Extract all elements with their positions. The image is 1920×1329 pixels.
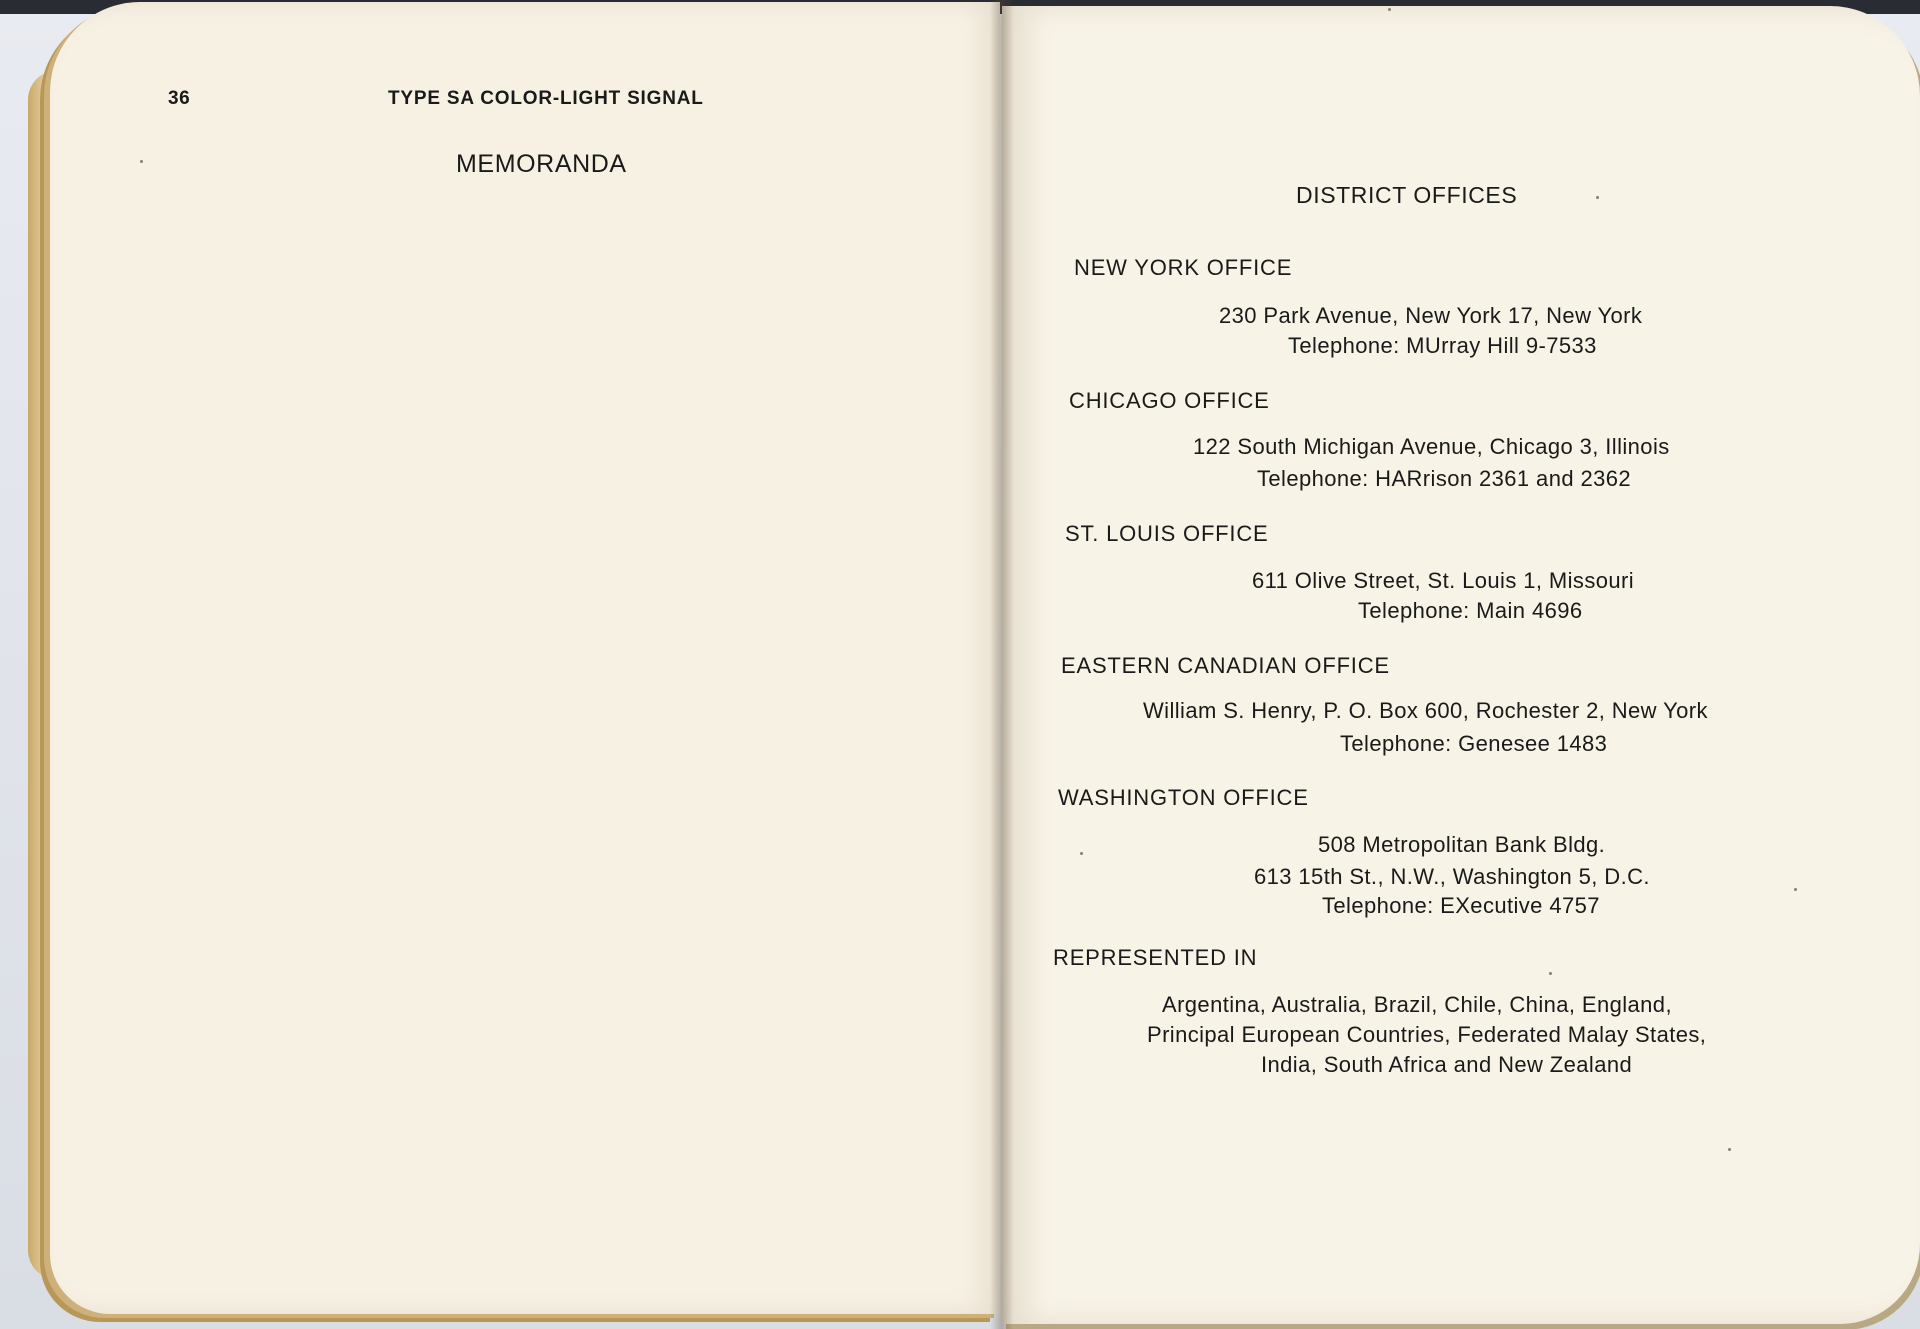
paper-speck (1794, 888, 1797, 891)
office-address: 230 Park Avenue, New York 17, New York (1219, 303, 1643, 328)
office-telephone: Telephone: Main 4696 (1358, 598, 1583, 623)
memoranda-heading: MEMORANDA (456, 150, 627, 178)
running-head: TYPE SA COLOR-LIGHT SIGNAL (388, 88, 704, 109)
office-telephone: Telephone: HARrison 2361 and 2362 (1257, 466, 1632, 491)
office-heading-washington: WASHINGTON OFFICE (1058, 785, 1309, 810)
represented-countries-line: Principal European Countries, Federated Malay States, (1147, 1022, 1707, 1047)
paper-speck (1596, 196, 1599, 199)
office-telephone: Telephone: MUrray Hill 9-7533 (1288, 333, 1597, 358)
office-address: 613 15th St., N.W., Washington 5, D.C. (1254, 864, 1650, 889)
office-heading-st-louis: ST. LOUIS OFFICE (1065, 521, 1269, 546)
paper-speck (140, 160, 143, 163)
office-telephone: Telephone: Genesee 1483 (1340, 731, 1608, 756)
office-address: William S. Henry, P. O. Box 600, Rochester 2, New York (1143, 698, 1708, 723)
left-page (50, 2, 1000, 1314)
district-offices-title: DISTRICT OFFICES (1296, 182, 1518, 208)
represented-in-heading: REPRESENTED IN (1053, 945, 1258, 970)
represented-countries-line: India, South Africa and New Zealand (1261, 1052, 1633, 1077)
office-address: 122 South Michigan Avenue, Chicago 3, Illinois (1193, 434, 1670, 459)
paper-speck (1728, 1148, 1731, 1151)
paper-speck (1388, 8, 1391, 11)
office-heading-eastern-canadian: EASTERN CANADIAN OFFICE (1061, 653, 1390, 678)
office-telephone: Telephone: EXecutive 4757 (1322, 893, 1600, 918)
page-number: 36 (168, 88, 191, 109)
office-heading-chicago: CHICAGO OFFICE (1069, 388, 1270, 413)
represented-countries-line: Argentina, Australia, Brazil, Chile, China, England, (1162, 992, 1672, 1017)
office-address: 611 Olive Street, St. Louis 1, Missouri (1252, 568, 1635, 593)
book-gutter (990, 0, 1014, 1329)
paper-speck (1549, 972, 1552, 975)
paper-speck (1080, 852, 1083, 855)
office-heading-new-york: NEW YORK OFFICE (1074, 255, 1293, 280)
office-address: 508 Metropolitan Bank Bldg. (1318, 832, 1606, 857)
